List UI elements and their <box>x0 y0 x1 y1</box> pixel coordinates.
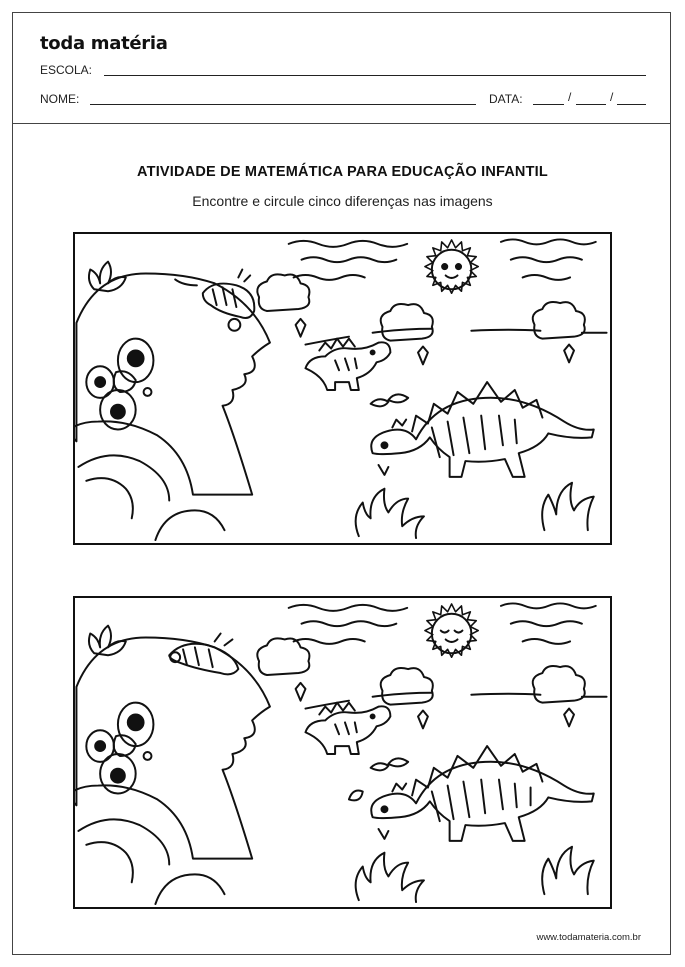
sun <box>425 604 478 657</box>
small-dinosaur <box>305 703 390 754</box>
name-label: NOME: <box>40 92 80 106</box>
butterfly <box>86 339 153 430</box>
sun <box>425 240 478 293</box>
date-year-field[interactable] <box>617 104 646 105</box>
brand-logo: toda matéria <box>40 33 168 54</box>
bush <box>542 483 594 530</box>
cloud-lines <box>289 603 596 643</box>
leaf <box>371 394 409 406</box>
date-month-field[interactable] <box>576 104 606 105</box>
plant <box>89 626 126 656</box>
activity-instructions: Encontre e circule cinco diferenças nas imagens <box>192 193 493 209</box>
tree <box>257 274 309 336</box>
tree <box>533 302 585 362</box>
school-field[interactable] <box>104 75 646 76</box>
bush <box>356 853 424 902</box>
tree <box>533 666 585 726</box>
small-dinosaur <box>305 339 390 390</box>
hill-curves <box>78 455 224 540</box>
name-field[interactable] <box>90 104 476 105</box>
date-separator: / <box>568 90 572 104</box>
leaf <box>349 791 363 801</box>
date-separator: / <box>610 90 614 104</box>
date-label: DATA: <box>489 92 523 106</box>
butterfly <box>86 703 153 794</box>
school-label: ESCOLA: <box>40 63 93 77</box>
leaf <box>371 758 409 770</box>
bush <box>542 847 594 894</box>
plant <box>89 262 126 292</box>
cloud-lines <box>289 239 596 279</box>
hill-curves <box>78 819 224 904</box>
header <box>12 12 671 124</box>
activity-title: ATIVIDADE DE MATEMÁTICA PARA EDUCAÇÃO INFANTIL <box>137 164 548 180</box>
date-day-field[interactable] <box>533 104 564 105</box>
scene-image-bottom[interactable] <box>73 596 612 909</box>
footer-url[interactable]: www.todamateria.com.br <box>536 932 641 943</box>
caterpillar <box>175 270 254 331</box>
scene-image-top[interactable] <box>73 232 612 545</box>
bush <box>356 489 424 538</box>
tree <box>257 638 309 700</box>
